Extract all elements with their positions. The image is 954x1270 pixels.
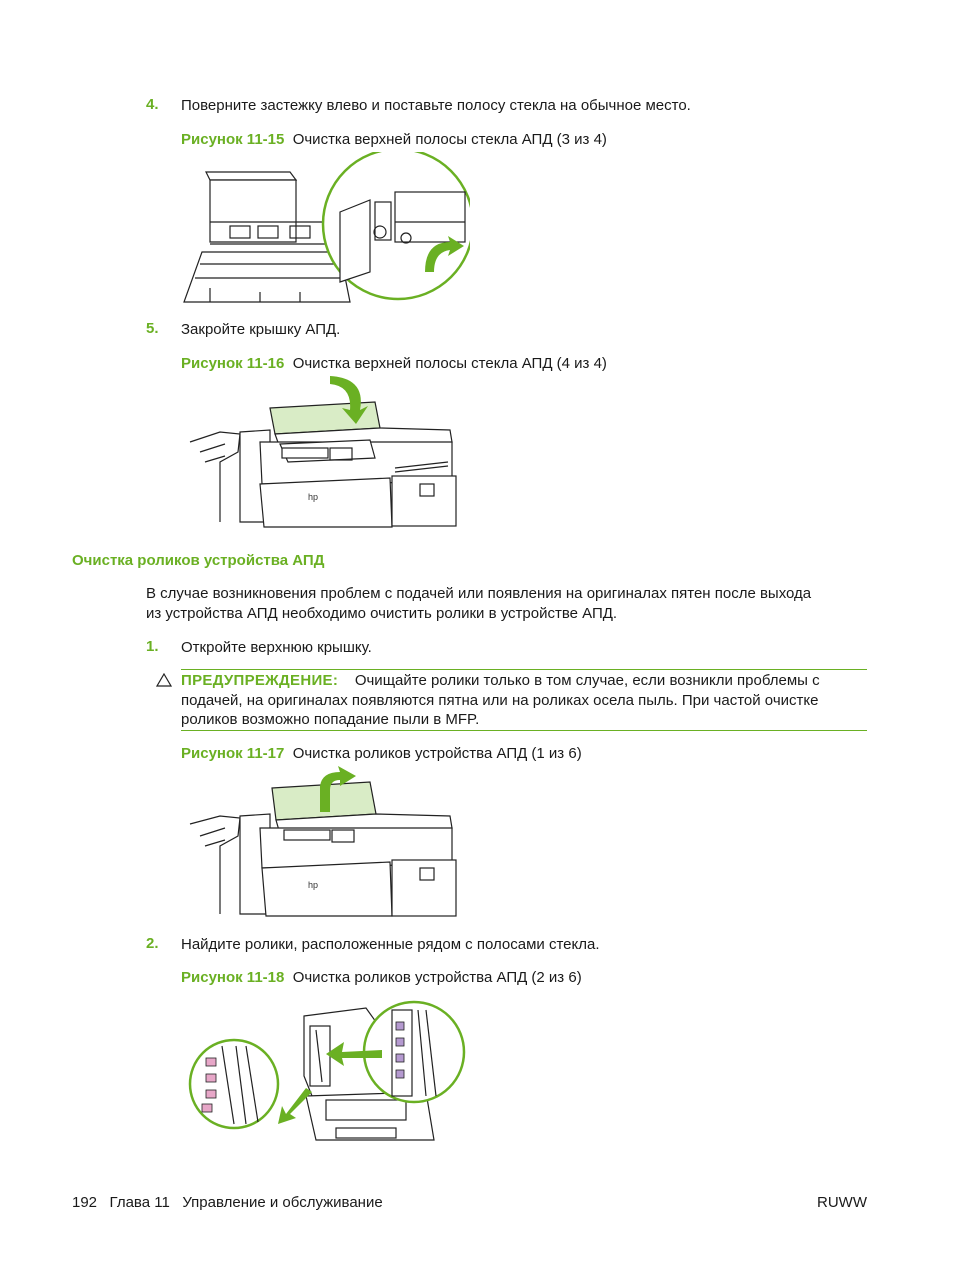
step-number: 5. xyxy=(146,320,159,337)
magnifier-circle-left xyxy=(190,1040,278,1128)
figure-caption-text: Очистка верхней полосы стекла АПД (3 из 4) xyxy=(292,131,607,148)
svg-text:hp: hp xyxy=(308,880,319,890)
figure-11-15-illustration xyxy=(180,152,470,304)
figure-11-18-illustration xyxy=(186,996,472,1146)
section-intro-line: В случае возникновения проблем с подачей или появления на оригиналах пятен после выхода xyxy=(146,585,812,602)
warning-text: Очищайте ролики только в том случае, если возникли проблемы с xyxy=(354,672,820,689)
section-title: Очистка роликов устройства АПД xyxy=(72,552,325,569)
control-panel xyxy=(282,448,328,458)
chapter-label: Глава 11 xyxy=(109,1194,170,1211)
footer-right: RUWW xyxy=(817,1194,867,1211)
printer-body xyxy=(260,478,392,527)
scanner-body xyxy=(184,252,350,302)
adf-open-cover xyxy=(206,172,296,180)
figure-label: Рисунок 11-16 xyxy=(181,355,285,372)
warning-text: подачей, на оригиналах появляются пятна или на роликах осела пыль. При частой очистке xyxy=(181,692,819,709)
figure-11-17-illustration xyxy=(180,764,470,920)
printer-body xyxy=(262,862,392,916)
control-panel xyxy=(284,830,330,840)
warning-first-line xyxy=(181,671,820,691)
step-number: 2. xyxy=(146,935,159,952)
step-number: 1. xyxy=(146,638,159,655)
figure-caption-text: Очистка роликов устройства АПД (2 из 6) xyxy=(292,969,582,986)
footer-left xyxy=(72,1193,383,1213)
svg-text:hp: hp xyxy=(308,492,319,502)
finisher-tray xyxy=(190,432,240,522)
page-number: 192 xyxy=(72,1194,98,1211)
warning-box xyxy=(181,669,867,731)
figure-caption xyxy=(181,354,607,374)
figure-11-16-illustration xyxy=(180,372,470,530)
figure-caption xyxy=(181,744,582,764)
step-text: Откройте верхнюю крышку. xyxy=(181,639,372,656)
step-text: Поверните застежку влево и поставьте полосу стекла на обычное место. xyxy=(181,97,691,114)
step-text: Найдите ролики, расположенные рядом с полосами стекла. xyxy=(181,936,600,953)
warning-triangle-icon xyxy=(156,673,172,687)
figure-label: Рисунок 11-15 xyxy=(181,131,285,148)
step-number: 4. xyxy=(146,96,159,113)
step-text: Закройте крышку АПД. xyxy=(181,321,341,338)
chapter-title: Управление и обслуживание xyxy=(182,1194,383,1211)
warning-label: ПРЕДУПРЕЖДЕНИЕ: xyxy=(181,672,339,689)
figure-label: Рисунок 11-17 xyxy=(181,745,285,762)
pointer-arrow-icon xyxy=(278,1088,312,1124)
warning-text: роликов возможно попадание пыли в MFP. xyxy=(181,711,480,728)
figure-caption-text: Очистка верхней полосы стекла АПД (4 из 4) xyxy=(292,355,607,372)
figure-caption xyxy=(181,130,607,150)
figure-caption-text: Очистка роликов устройства АПД (1 из 6) xyxy=(292,745,582,762)
section-intro-line: из устройства АПД необходимо очистить ролики в устройстве АПД. xyxy=(146,605,618,622)
figure-caption xyxy=(181,968,582,988)
figure-label: Рисунок 11-18 xyxy=(181,969,285,986)
